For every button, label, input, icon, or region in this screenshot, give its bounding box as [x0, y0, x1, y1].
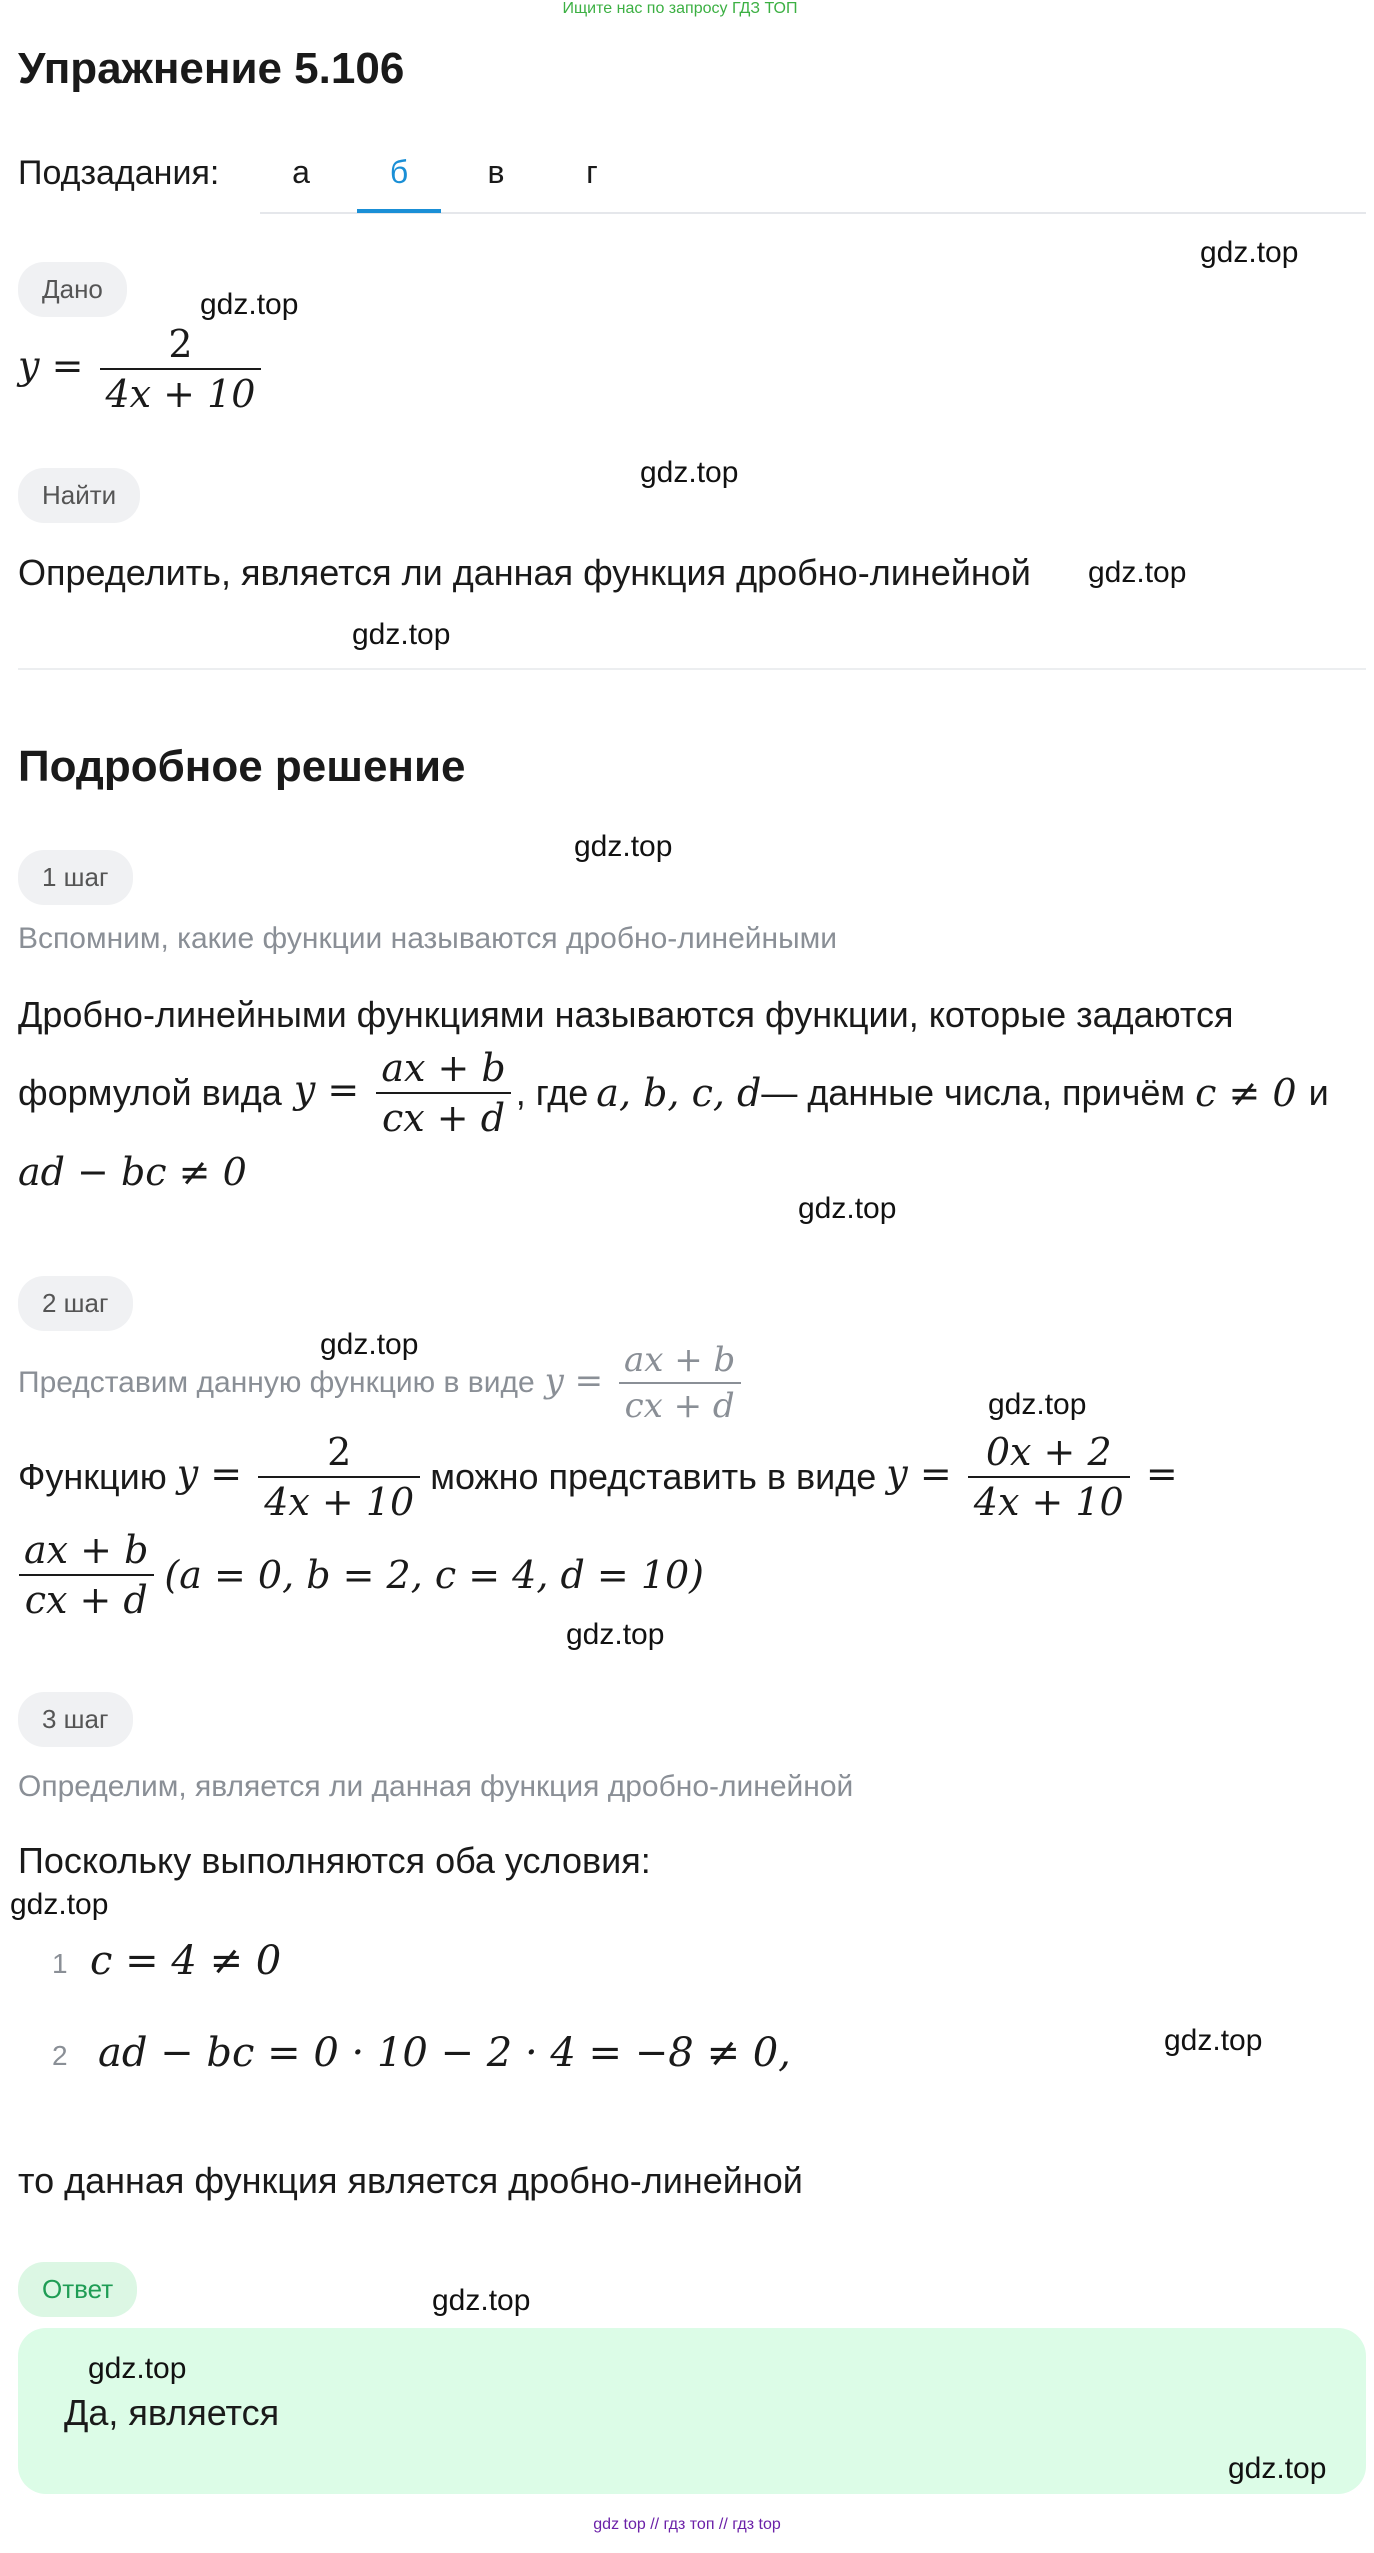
watermark: gdz.top: [200, 288, 299, 321]
tab-b[interactable]: б: [389, 154, 409, 190]
find-badge: Найти: [18, 468, 140, 523]
given-numerator: 2: [168, 322, 193, 366]
step1-formula: y = $\frac{ax + b}{cx + d}$: [294, 1046, 516, 1140]
step2-f-den: 4x + 10: [258, 1476, 420, 1524]
step2-f-formula: [177, 1430, 424, 1524]
watermark: gdz.top: [432, 2284, 531, 2317]
step2-h-num: ax + b: [24, 1528, 149, 1572]
list-item-2-number: 2: [52, 2040, 68, 2071]
step1-frac-num: ax + b: [381, 1046, 506, 1090]
watermark: gdz.top: [352, 618, 451, 651]
given-formula: [18, 322, 265, 416]
list-item-1-number: 1: [52, 1948, 68, 1979]
step2-hint: Представим данную функцию в виде: [18, 1366, 535, 1399]
step3-text: Поскольку выполняются оба условия:: [18, 1840, 651, 1881]
step2-f-y: y =: [176, 1451, 243, 1496]
watermark: gdz.top: [10, 1888, 109, 1921]
footer-links: gdz top // гдз топ // гдз top: [593, 2516, 781, 2533]
step2-hint-num: ax + b: [623, 1340, 736, 1380]
step1-frac-den: cx + d: [376, 1092, 511, 1140]
step1-line2: [18, 1046, 1329, 1140]
step3-conclusion: то данная функция является дробно-линейной: [18, 2160, 803, 2201]
watermark: gdz.top: [1164, 2024, 1263, 2057]
watermark: gdz.top: [320, 1328, 419, 1361]
solution-heading: Подробное решение: [18, 742, 466, 791]
given-eq: =: [51, 343, 84, 388]
step1-cond2: ad − bc ≠ 0: [18, 1150, 247, 1194]
section-divider: [18, 668, 1366, 670]
step2-line1: [18, 1430, 1178, 1524]
step2-g-den: 4x + 10: [968, 1476, 1130, 1524]
watermark: gdz.top: [640, 456, 739, 489]
step2-text-mid: можно представить в виде: [430, 1456, 877, 1497]
watermark: gdz.top: [1228, 2452, 1327, 2485]
step1-vars: a, b, c, d: [596, 1071, 762, 1115]
list-item-2-math: ad − bc = 0 · 10 − 2 · 4 = −8 ≠ 0,: [98, 2030, 791, 2076]
step2-f-num: 2: [327, 1430, 352, 1474]
step2-hint-den: cx + d: [619, 1382, 741, 1426]
step1-and: и: [1308, 1072, 1329, 1113]
step1-dash-text: — данные числа, причём: [761, 1072, 1186, 1113]
step2-badge: 2 шаг: [18, 1276, 133, 1331]
watermark: gdz.top: [88, 2352, 187, 2385]
step2-g-num: 0x + 2: [985, 1430, 1112, 1474]
given-y: y: [18, 343, 40, 388]
list-item-1-math: c = 4 ≠ 0: [90, 1938, 282, 1984]
given-badge: Дано: [18, 262, 127, 317]
step2-h-den: cx + d: [19, 1574, 154, 1622]
step2-hint-formula: [545, 1340, 746, 1426]
step1-where: , где: [515, 1072, 589, 1113]
step3-badge: 3 шаг: [18, 1692, 133, 1747]
step2-eq-sign: =: [1145, 1451, 1178, 1496]
subtasks-label: Подзадания:: [18, 154, 220, 192]
top-banner: Ищите нас по запросу ГДЗ ТОП: [562, 0, 798, 17]
step1-line1: Дробно-линейными функциями называются функции, которые задаются: [18, 994, 1234, 1035]
answer-badge: Ответ: [18, 2262, 137, 2317]
page-title: Упражнение 5.106: [18, 44, 405, 93]
watermark: gdz.top: [798, 1192, 897, 1225]
step2-g-y: y =: [886, 1451, 952, 1496]
answer-text: Да, является: [64, 2392, 280, 2433]
step2-line2: [18, 1528, 704, 1622]
active-tab-indicator: [357, 209, 441, 213]
watermark: gdz.top: [1200, 236, 1299, 269]
given-denominator: 4x + 10: [100, 368, 262, 416]
given-fraction: [100, 322, 262, 416]
step1-cond1: c ≠ 0: [1195, 1071, 1297, 1115]
find-text: Определить, является ли данная функция дробно-линейной: [18, 552, 1031, 593]
watermark: gdz.top: [1088, 556, 1187, 589]
watermark: gdz.top: [574, 830, 673, 863]
tab-v[interactable]: в: [487, 154, 505, 190]
step1-hint: Вспомним, какие функции называются дробно-линейными: [18, 922, 838, 955]
step2-text-prefix: Функцию: [18, 1456, 167, 1497]
tab-g[interactable]: г: [586, 154, 598, 190]
step2-params: (a = 0, b = 2, c = 4, d = 10): [164, 1553, 705, 1597]
watermark: gdz.top: [988, 1388, 1087, 1421]
watermark: gdz.top: [566, 1618, 665, 1651]
step2-g-formula: [886, 1430, 1177, 1524]
step1-formula-prefix: формулой вида: [18, 1072, 282, 1113]
tab-a[interactable]: а: [292, 154, 310, 190]
step1-badge: 1 шаг: [18, 850, 133, 905]
step3-hint: Определим, является ли данная функция дробно-линейной: [18, 1770, 854, 1803]
step2-hint-y: y =: [544, 1361, 604, 1401]
